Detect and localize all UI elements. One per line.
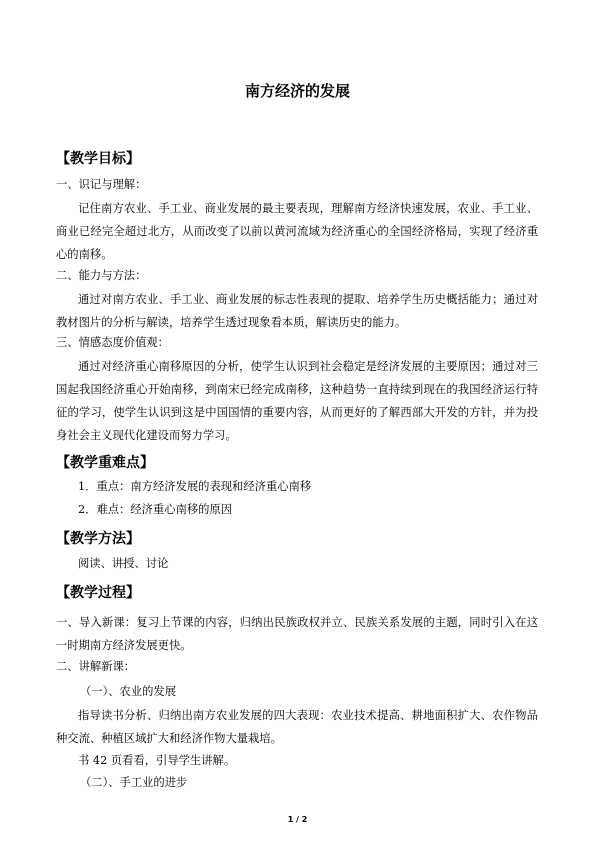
process-sub1-note: 书 42 页看看，引导学生讲解。 <box>78 754 236 767</box>
objective-label-2: 二、能力与方法： <box>56 269 147 282</box>
process-sub1-label: （一）、农业的发展 <box>80 685 177 698</box>
objective-text-1: 记住南方农业、手工业、商业发展的最主要表现，理解南方经济快速发展，农业、手工业、商业已经完全超过北方，从而改变了以前以黄河流域为经济重心的全国经济格局，实现了经济重心的南移。 <box>56 202 538 261</box>
section-heading-methods: 【教学方法】 <box>56 531 140 547</box>
methods-text: 阅读、讲授、讨论 <box>78 557 169 570</box>
process-sub2-label: （二）、手工业的进步 <box>80 776 188 789</box>
keypoint-2: 2．难点：经济重心南移的原因 <box>78 503 233 516</box>
process-sub1-text: 指导读书分析、归纳出南方农业发展的四大表现：农业技术提高、耕地面积扩大、农作物品种交流、种植区域扩大和经济作物大量栽培。 <box>56 709 538 745</box>
page-title: 南方经济的发展 <box>244 82 350 100</box>
objective-text-2: 通过对南方农业、手工业、商业发展的标志性表现的提取、培养学生历史概括能力；通过对教材图片的分析与解读，培养学生透过现象看本质，解读历史的能力。 <box>56 293 538 329</box>
page-number: 1 / 2 <box>287 815 308 824</box>
objective-label-1: 一、识记与理解： <box>56 178 147 191</box>
section-heading-objectives: 【教学目标】 <box>56 151 140 167</box>
objective-text-3: 通过对经济重心南移原因的分析，使学生认识到社会稳定是经济发展的主要原因；通过对三国起我国经济重心开始南移，到南宋已经完成南移，这种趋势一直持续到现在的我国经济运行特征的学习，使学生认识到这是中国国情的重要内容，从而更好的了解西部大开发的方针，并为投身社会主义现代化建设而努力学习。 <box>56 360 538 442</box>
section-heading-keypoints: 【教学重难点】 <box>56 455 154 471</box>
section-heading-process: 【教学过程】 <box>56 585 140 601</box>
keypoint-1: 1．重点：南方经济发展的表现和经济重心南移 <box>78 480 312 493</box>
process-new-label: 二、讲解新课： <box>56 660 136 673</box>
objective-label-3: 三、情感态度价值观： <box>56 336 169 349</box>
process-intro: 一、导入新课：复习上节课的内容，归纳出民族政权并立、民族关系发展的主题，同时引入在这一时期南方经济发展更快。 <box>56 616 538 652</box>
